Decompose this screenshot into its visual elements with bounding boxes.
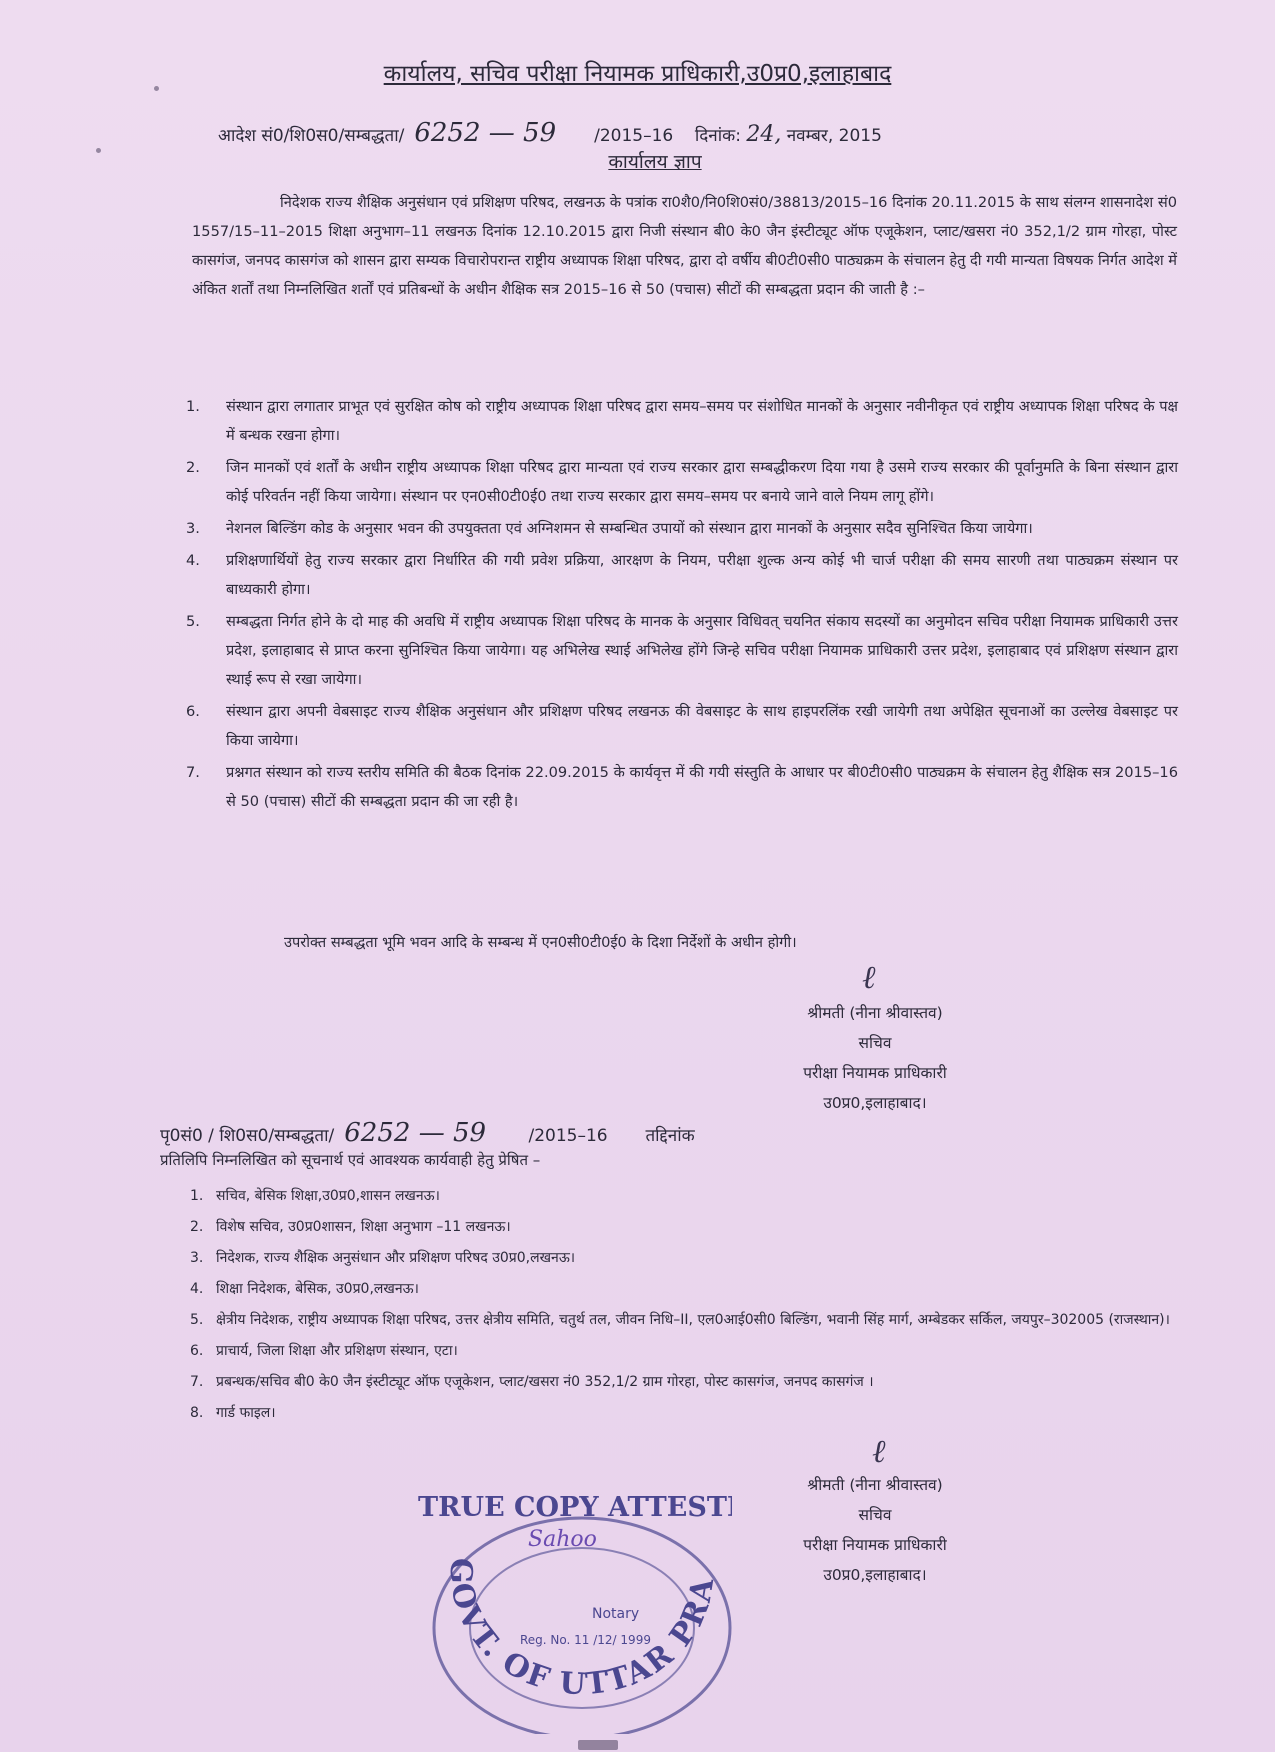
order-date-label: दिनांक: xyxy=(694,126,741,146)
recipient-text: गार्ड फाइल। xyxy=(216,1405,276,1421)
condition-item xyxy=(186,607,1178,694)
scan-speck xyxy=(578,1740,618,1750)
condition-number: 3. xyxy=(186,520,200,537)
stamp-handwritten-signature: Sahoo xyxy=(528,1527,597,1552)
order-reference-line xyxy=(218,118,1168,148)
recipient-text: शिक्षा निदेशक, बेसिक, उ0प्र0,लखनऊ। xyxy=(216,1281,419,1297)
copy-date: तद्दिनांक xyxy=(645,1126,695,1146)
condition-number: 4. xyxy=(186,552,200,569)
conditions-list xyxy=(186,392,1178,819)
order-date-rest: नवम्बर, 2015 xyxy=(786,126,882,146)
signature-block-2 xyxy=(740,1470,1010,1590)
memo-paragraph: निदेशक राज्य शैक्षिक अनुसंधान एवं प्रशिक्षण परिषद, लखनऊ के पत्रांक रा0शै0/नि0शि0सं0/38813/2015–16 दिनांक 20.11.2015 के साथ संलग्न शासनादेश सं0 1557/15–11–2015 शिक्षा अनुभाग–11 लखनऊ दिनांक 12.10.2015 द्वारा निजी संस्थान बी0 के0 जैन इंस्टीट्यूट ऑफ एजूकेशन, प्लाट/खसरा नं0 352,1/2 ग्राम गोरहा, पोस्ट कासगंज, जनपद कासगंज को शासन द्वारा सम्यक विचारोपरान्त राष्ट्रीय अध्यापक शिक्षा परिषद, द्वारा दो वर्षीय बी0टी0सी0 पाठ्यक्रम के संचालन हेतु दी गयी मान्यता विषयक निर्गत आदेश में अंकित शर्तों तथा निम्नलिखित शर्तों एवं प्रतिबन्धों के अधीन शैक्षिक सत्र 2015–16 से 50 (पचास) सीटों की सम्बद्धता प्रदान की जाती है :– xyxy=(192,194,1177,298)
scan-speck xyxy=(96,148,101,153)
stamp-notary-label: Notary xyxy=(592,1606,640,1622)
recipient-number: 6. xyxy=(190,1343,204,1359)
order-year: /2015–16 xyxy=(594,126,674,146)
signature-scribble-1: ℓ xyxy=(862,958,876,996)
order-number-handwritten: 6252 — 59 xyxy=(414,118,557,148)
condition-item xyxy=(186,514,1178,543)
condition-text: संस्थान द्वारा अपनी वेबसाइट राज्य शैक्षिक अनुसंधान और प्रशिक्षण परिषद लखनऊ की वेबसाइट के साथ हाइपरलिंक रखी जायेगी तथा अपेक्षित सूचनाओं का उल्लेख वेबसाइट पर किया जायेगा। xyxy=(226,703,1178,749)
stamp-ring-text: GOVT. OF UTTAR PRA xyxy=(442,1557,722,1703)
notary-stamp-graphic xyxy=(412,1478,732,1734)
recipient-number: 2. xyxy=(190,1219,204,1235)
signatory-place: उ0प्र0,इलाहाबाद। xyxy=(823,1566,927,1584)
recipient-text: निदेशक, राज्य शैक्षिक अनुसंधान और प्रशिक्षण परिषद उ0प्र0,लखनऊ। xyxy=(216,1250,576,1266)
order-date-day-handwritten: 24, xyxy=(746,122,782,147)
memo-title: कार्यालय ज्ञाप xyxy=(608,151,702,173)
copy-year: /2015–16 xyxy=(528,1126,608,1146)
stamp-true-copy-text: TRUE COPY ATTEST xyxy=(418,1492,727,1523)
scan-speck xyxy=(154,86,159,91)
memo-body xyxy=(192,188,1177,304)
signatory-place: उ0प्र0,इलाहाबाद। xyxy=(823,1094,927,1112)
copy-number-handwritten: 6252 — 59 xyxy=(344,1118,487,1148)
office-heading: कार्यालय, सचिव परीक्षा नियामक प्राधिकारी,उ0प्र0,इलाहाबाद xyxy=(383,61,892,87)
condition-number: 7. xyxy=(186,764,200,781)
recipient-item xyxy=(190,1337,1175,1365)
condition-text: संस्थान द्वारा लगातार प्राभूत एवं सुरक्षित कोष को राष्ट्रीय अध्यापक शिक्षा परिषद द्वारा समय–समय पर संशोधित मानकों के अनुसार नवीनीकृत एवं राष्ट्रीय अध्यापक शिक्षा परिषद के पक्ष में बन्धक रखना होगा। xyxy=(226,398,1178,444)
signatory-name: श्रीमती (नीना श्रीवास्तव) xyxy=(807,1004,943,1022)
recipient-item xyxy=(190,1182,1175,1210)
condition-text: जिन मानकों एवं शर्तों के अधीन राष्ट्रीय अध्यापक शिक्षा परिषद द्वारा मान्यता एवं राज्य सरकार द्वारा सम्बद्धीकरण दिया गया है उसमे राज्य सरकार की पूर्वानुमति के बिना संस्थान द्वारा कोई परिवर्तन नहीं किया जायेगा। संस्थान पर एन0सी0टी0ई0 तथा राज्य सरकार द्वारा समय–समय पर बनाये जाने वाले नियम लागू होंगे। xyxy=(226,459,1178,505)
recipient-item xyxy=(190,1368,1175,1396)
order-prefix: आदेश सं0/शि0स0/सम्बद्धता/ xyxy=(218,126,405,146)
recipient-text: प्राचार्य, जिला शिक्षा और प्रशिक्षण संस्थान, एटा। xyxy=(216,1343,458,1359)
recipient-text: प्रबन्धक/सचिव बी0 के0 जैन इंस्टीट्यूट ऑफ एजूकेशन, प्लाट/खसरा नं0 352,1/2 ग्राम गोरहा, पोस्ट कासगंज, जनपद कासगंज । xyxy=(216,1374,874,1390)
recipient-number: 5. xyxy=(190,1312,204,1328)
recipients-list xyxy=(190,1182,1175,1430)
recipient-item xyxy=(190,1244,1175,1272)
condition-item xyxy=(186,546,1178,604)
condition-number: 5. xyxy=(186,613,200,630)
condition-item xyxy=(186,453,1178,511)
recipient-number: 8. xyxy=(190,1405,204,1421)
signatory-name: श्रीमती (नीना श्रीवास्तव) xyxy=(807,1476,943,1494)
copy-reference-line xyxy=(160,1118,1060,1148)
recipient-item xyxy=(190,1213,1175,1241)
recipient-text: सचिव, बेसिक शिक्षा,उ0प्र0,शासन लखनऊ। xyxy=(216,1188,440,1204)
condition-number: 6. xyxy=(186,703,200,720)
signature-block-1 xyxy=(740,998,1010,1118)
signatory-office: परीक्षा नियामक प्राधिकारी xyxy=(803,1064,947,1082)
copy-prefix: पृ0सं0 / शि0स0/सम्बद्धता/ xyxy=(160,1126,335,1146)
condition-number: 2. xyxy=(186,459,200,476)
copy-intro: प्रतिलिपि निम्नलिखित को सूचनार्थ एवं आवश्यक कार्यवाही हेतु प्रेषित – xyxy=(160,1151,541,1169)
recipient-number: 3. xyxy=(190,1250,204,1266)
stamp-registration: Reg. No. 11 /12/ 1999 xyxy=(520,1633,651,1647)
signatory-designation: सचिव xyxy=(858,1034,892,1052)
recipient-item xyxy=(190,1399,1175,1427)
condition-text: प्रश्नगत संस्थान को राज्य स्तरीय समिति की बैठक दिनांक 22.09.2015 के कार्यवृत्त में की गयी संस्तुति के आधार पर बी0टी0सी0 पाठ्यक्रम के संचालन हेतु शैक्षिक सत्र 2015–16 से 50 (पचास) सीटों की सम्बद्धता प्रदान की जा रही है। xyxy=(226,764,1178,810)
signatory-office: परीक्षा नियामक प्राधिकारी xyxy=(803,1536,947,1554)
recipient-number: 1. xyxy=(190,1188,204,1204)
closing-note: उपरोक्त सम्बद्धता भूमि भवन आदि के सम्बन्ध में एन0सी0टी0ई0 के दिशा निर्देशों के अधीन होगी। xyxy=(284,934,797,951)
signature-scribble-2: ℓ xyxy=(872,1432,886,1470)
condition-text: नेशनल बिल्डिंग कोड के अनुसार भवन की उपयुक्तता एवं अग्निशमन से सम्बन्धित उपायों को संस्थान द्वारा मानकों के अनुसार सदैव सुनिश्चित किया जायेगा। xyxy=(226,520,1033,537)
condition-item xyxy=(186,758,1178,816)
signatory-designation: सचिव xyxy=(858,1506,892,1524)
condition-item xyxy=(186,697,1178,755)
recipient-item xyxy=(190,1306,1175,1334)
recipient-number: 7. xyxy=(190,1374,204,1390)
recipient-text: विशेष सचिव, उ0प्र0शासन, शिक्षा अनुभाग –11 लखनऊ। xyxy=(216,1219,511,1235)
condition-item xyxy=(186,392,1178,450)
recipient-text: क्षेत्रीय निदेशक, राष्ट्रीय अध्यापक शिक्षा परिषद, उत्तर क्षेत्रीय समिति, चतुर्थ तल, जीवन निधि–II, एल0आई0सी0 बिल्डिंग, भवानी सिंह मार्ग, अम्बेडकर सर्किल, जयपुर–302005 (राजस्थान)। xyxy=(216,1312,1170,1328)
condition-text: प्रशिक्षणार्थियों हेतु राज्य सरकार द्वारा निर्धारित की गयी प्रवेश प्रक्रिया, आरक्षण के नियम, परीक्षा शुल्क अन्य कोई भी चार्ज परीक्षा की समय सारणी तथा पाठ्यक्रम संस्थान पर बाध्यकारी होगा। xyxy=(226,552,1178,598)
recipient-item xyxy=(190,1275,1175,1303)
notary-stamp xyxy=(412,1478,732,1734)
condition-number: 1. xyxy=(186,398,200,415)
recipient-number: 4. xyxy=(190,1281,204,1297)
condition-text: सम्बद्धता निर्गत होने के दो माह की अवधि में राष्ट्रीय अध्यापक शिक्षा परिषद के मानक के अनुसार विधिवत् चयनित संकाय सदस्यों का अनुमोदन सचिव परीक्षा नियामक प्राधिकारी उत्तर प्रदेश, इलाहाबाद से प्राप्त करना सुनिश्चित किया जायेगा। यह अभिलेख स्थाई अभिलेख होंगे जिन्हे सचिव परीक्षा नियामक प्राधिकारी उत्तर प्रदेश, इलाहाबाद एवं प्रशिक्षण संस्थान द्वारा स्थाई रूप से रखा जायेगा। xyxy=(226,613,1178,688)
